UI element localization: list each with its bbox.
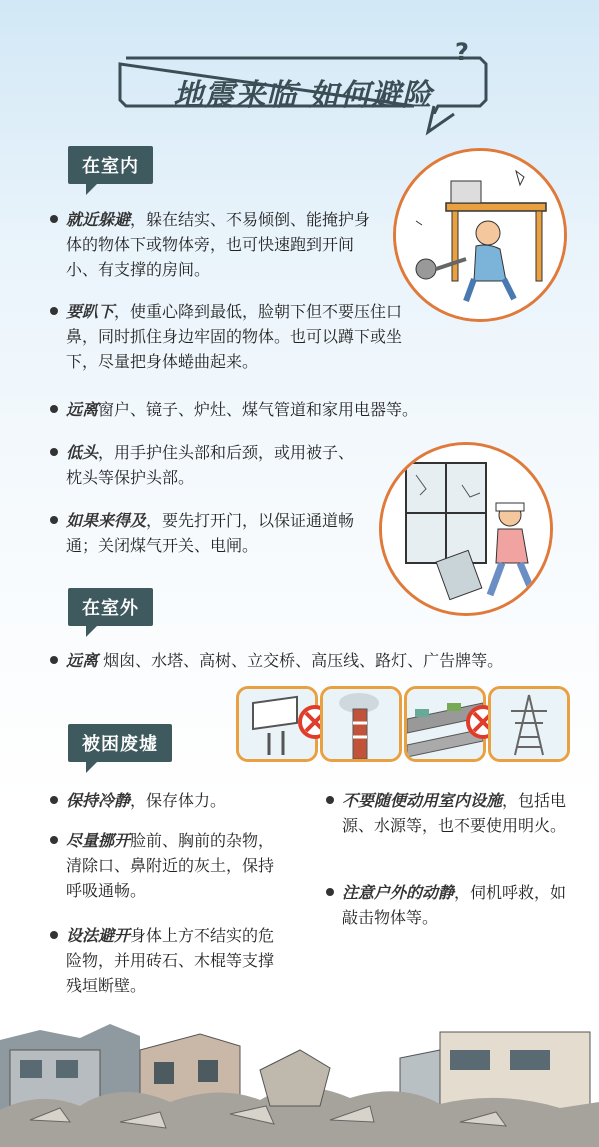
- section-tag-outdoor: 在室外: [68, 588, 153, 626]
- tag-tail: [86, 623, 100, 637]
- list-item: 设法避开身体上方不结实的危险物，并用砖石、木棍等支撑残垣断壁。: [66, 923, 282, 998]
- title-tail: [420, 104, 460, 138]
- chimney-icon: [320, 686, 402, 762]
- power-tower-icon: [488, 686, 570, 762]
- hide-under-table-illustration: [393, 148, 567, 322]
- tag-tail: [86, 759, 100, 773]
- list-item: 保持冷静，保存体力。: [66, 788, 296, 813]
- escape-room-illustration: [379, 442, 553, 616]
- list-item: 远离 烟囱、水塔、高树、立交桥、高压线、路灯、广告牌等。: [66, 648, 586, 673]
- section-tag-trapped: 被困废墟: [68, 724, 172, 762]
- list-item: 要趴下，使重心降到最低，脸朝下但不要压住口鼻，同时抓住身边牢固的物体。也可以蹲下或坐下，尽量把身体蜷曲起来。: [66, 299, 406, 374]
- section-tag-indoor: 在室内: [68, 146, 153, 184]
- title-question-mark: ?: [455, 38, 469, 66]
- list-item: 就近躲避，躲在结实、不易倾倒、能掩护身体的物体下或物体旁，也可快速跑到开间小、有支撑的房间。: [66, 207, 382, 282]
- list-item: 低头，用手护住头部和后颈，或用被子、枕头等保护头部。: [66, 440, 362, 490]
- tag-tail: [86, 181, 100, 195]
- list-item: 注意户外的动静，伺机呼救，如敲击物体等。: [342, 880, 578, 930]
- list-item: 远离窗户、镜子、炉灶、煤气管道和家用电器等。: [66, 397, 536, 422]
- list-item: 不要随便动用室内设施，包括电源、水源等，也不要使用明火。: [342, 788, 578, 838]
- page-title: 地震来临 如何避险: [173, 78, 433, 113]
- list-item: 如果来得及，要先打开门，以保证通道畅通；关闭煤气开关、电闸。: [66, 508, 366, 558]
- list-item: 尽量挪开脸前、胸前的杂物，清除口、鼻附近的灰土，保持呼吸通畅。: [66, 828, 282, 903]
- earthquake-ruins-illustration: [0, 1010, 599, 1147]
